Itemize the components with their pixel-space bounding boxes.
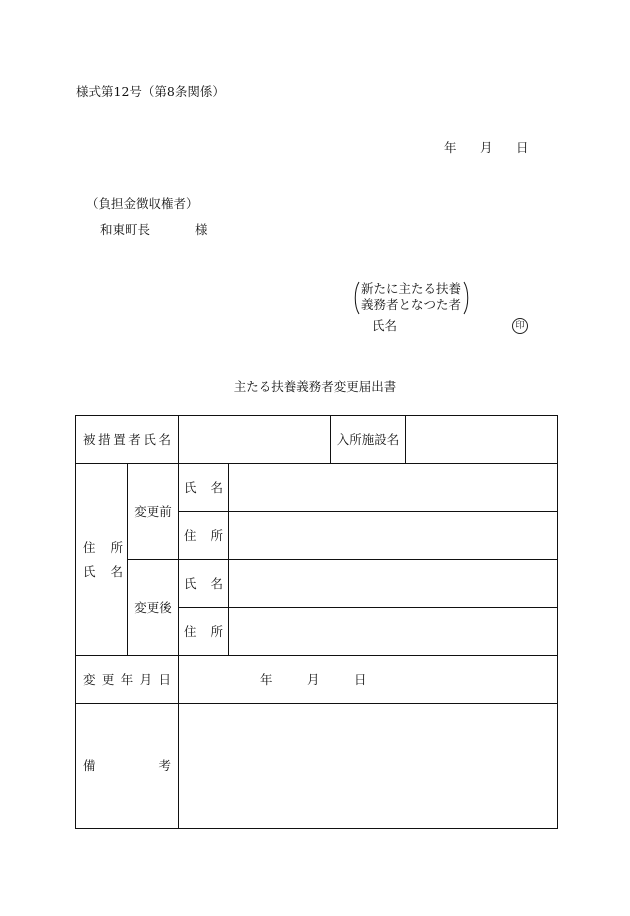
change-date-field <box>179 656 558 704</box>
change-date-day-label: 日 <box>354 671 367 687</box>
applicant-role-line-2: 義務者となつた者 <box>361 297 462 312</box>
before-address-label: 住所 <box>179 512 229 560</box>
address-name-label-cell <box>76 464 128 656</box>
after-address-label: 住所 <box>179 608 229 656</box>
change-date-month-label: 月 <box>307 671 320 687</box>
addressee-honorific: 様 <box>195 222 208 237</box>
after-change-label: 変更後 <box>128 560 179 656</box>
before-name-field <box>229 464 558 512</box>
change-date-label: 変更年月日 <box>76 656 179 704</box>
form-number: 様式第12号（第8条関係） <box>76 84 225 99</box>
addressee-mayor: 和東町長 <box>100 222 151 237</box>
insured-person-name-field <box>179 416 331 464</box>
date-month-label: 月 <box>480 140 493 155</box>
name-label: 氏名 <box>83 563 123 579</box>
submission-date <box>444 140 529 156</box>
address-label: 住所 <box>83 540 123 555</box>
table-row <box>76 416 558 464</box>
seal-mark: 印 <box>512 318 528 334</box>
after-name-field <box>229 560 558 608</box>
change-date-units <box>179 672 557 688</box>
right-bracket <box>463 281 471 315</box>
before-address-field <box>229 512 558 560</box>
facility-name-label: 入所施設名 <box>331 416 406 464</box>
form-table <box>75 415 558 829</box>
before-change-label: 変更前 <box>128 464 179 560</box>
facility-name-field <box>406 416 558 464</box>
after-address-field <box>229 608 558 656</box>
after-name-label: 氏名 <box>179 560 229 608</box>
before-name-label: 氏名 <box>179 464 229 512</box>
table-row <box>76 560 558 608</box>
page-title: 主たる扶養義務者変更届出書 <box>233 379 397 394</box>
table-row <box>76 464 558 512</box>
applicant-role-line-1: 新たに主たる扶養 <box>361 281 462 296</box>
left-bracket <box>352 281 360 315</box>
table-row <box>76 656 558 704</box>
addressee-authority: （負担金徴収権者） <box>86 196 199 211</box>
date-year-label: 年 <box>444 140 457 155</box>
remarks-field <box>179 704 558 829</box>
remarks-label: 備考 <box>76 704 179 829</box>
applicant-name-label: 氏名 <box>372 318 398 333</box>
change-date-year-label: 年 <box>260 671 273 687</box>
table-row <box>76 704 558 829</box>
date-day-label: 日 <box>516 140 529 155</box>
insured-person-name-label: 被措置者氏名 <box>76 416 179 464</box>
